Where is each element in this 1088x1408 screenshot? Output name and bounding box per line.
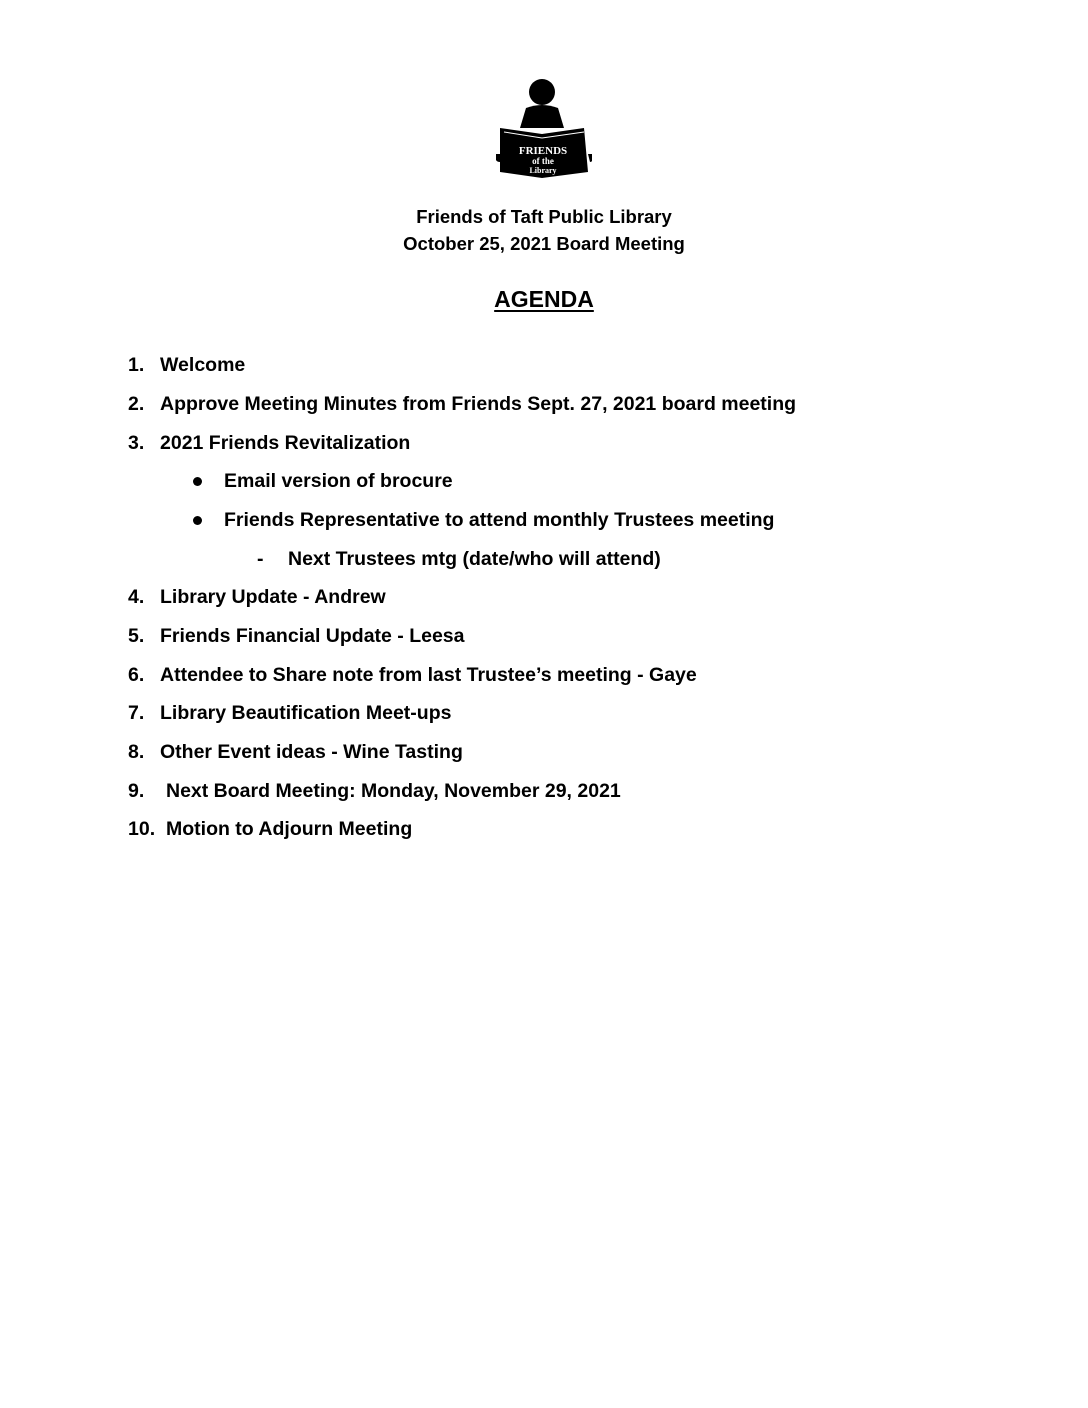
item-text: Library Beautification Meet-ups — [160, 702, 452, 724]
item-text: Motion to Adjourn Meeting — [166, 818, 413, 840]
item-text: Attendee to Share note from last Trustee’s meeting - Gaye — [160, 664, 697, 686]
item-text: Approve Meeting Minutes from Friends Sept. 27, 2021 board meeting — [160, 393, 797, 415]
item-number: 2. — [128, 393, 145, 415]
sub-sub-item-text: Next Trustees mtg (date/who will attend) — [288, 548, 661, 570]
item-text: Friends Financial Update - Leesa — [160, 625, 465, 647]
item-number: 5. — [128, 625, 145, 647]
item-number: 10. — [128, 818, 156, 840]
logo-text-of-the: of the — [532, 156, 554, 166]
item-number: 3. — [128, 432, 145, 454]
logo-text-library: Library — [529, 166, 557, 175]
sub-item-text: Email version of brocure — [224, 470, 453, 492]
item-number: 7. — [128, 702, 145, 724]
bullet-icon — [193, 477, 202, 486]
item-text: 2021 Friends Revitalization — [160, 432, 411, 454]
meeting-date: October 25, 2021 Board Meeting — [403, 233, 685, 254]
item-number: 6. — [128, 664, 145, 686]
item-text: Library Update - Andrew — [160, 586, 386, 608]
item-number: 1. — [128, 354, 145, 376]
sub-item-text: Friends Representative to attend monthly Trustees meeting — [224, 509, 775, 531]
agenda-title: AGENDA — [494, 286, 594, 312]
item-number: 8. — [128, 741, 145, 763]
document-header — [0, 203, 1088, 257]
dash-marker: - — [257, 548, 264, 570]
organization-name: Friends of Taft Public Library — [416, 206, 672, 227]
logo-text-friends: FRIENDS — [518, 145, 568, 157]
item-text: Next Board Meeting: Monday, November 29, 2021 — [166, 780, 621, 802]
item-text: Other Event ideas - Wine Tasting — [160, 741, 463, 763]
item-number: 9. — [128, 780, 145, 802]
item-number: 4. — [128, 586, 145, 608]
friends-of-the-library-logo — [496, 76, 592, 184]
item-text: Welcome — [160, 354, 246, 376]
bullet-icon — [193, 516, 202, 525]
